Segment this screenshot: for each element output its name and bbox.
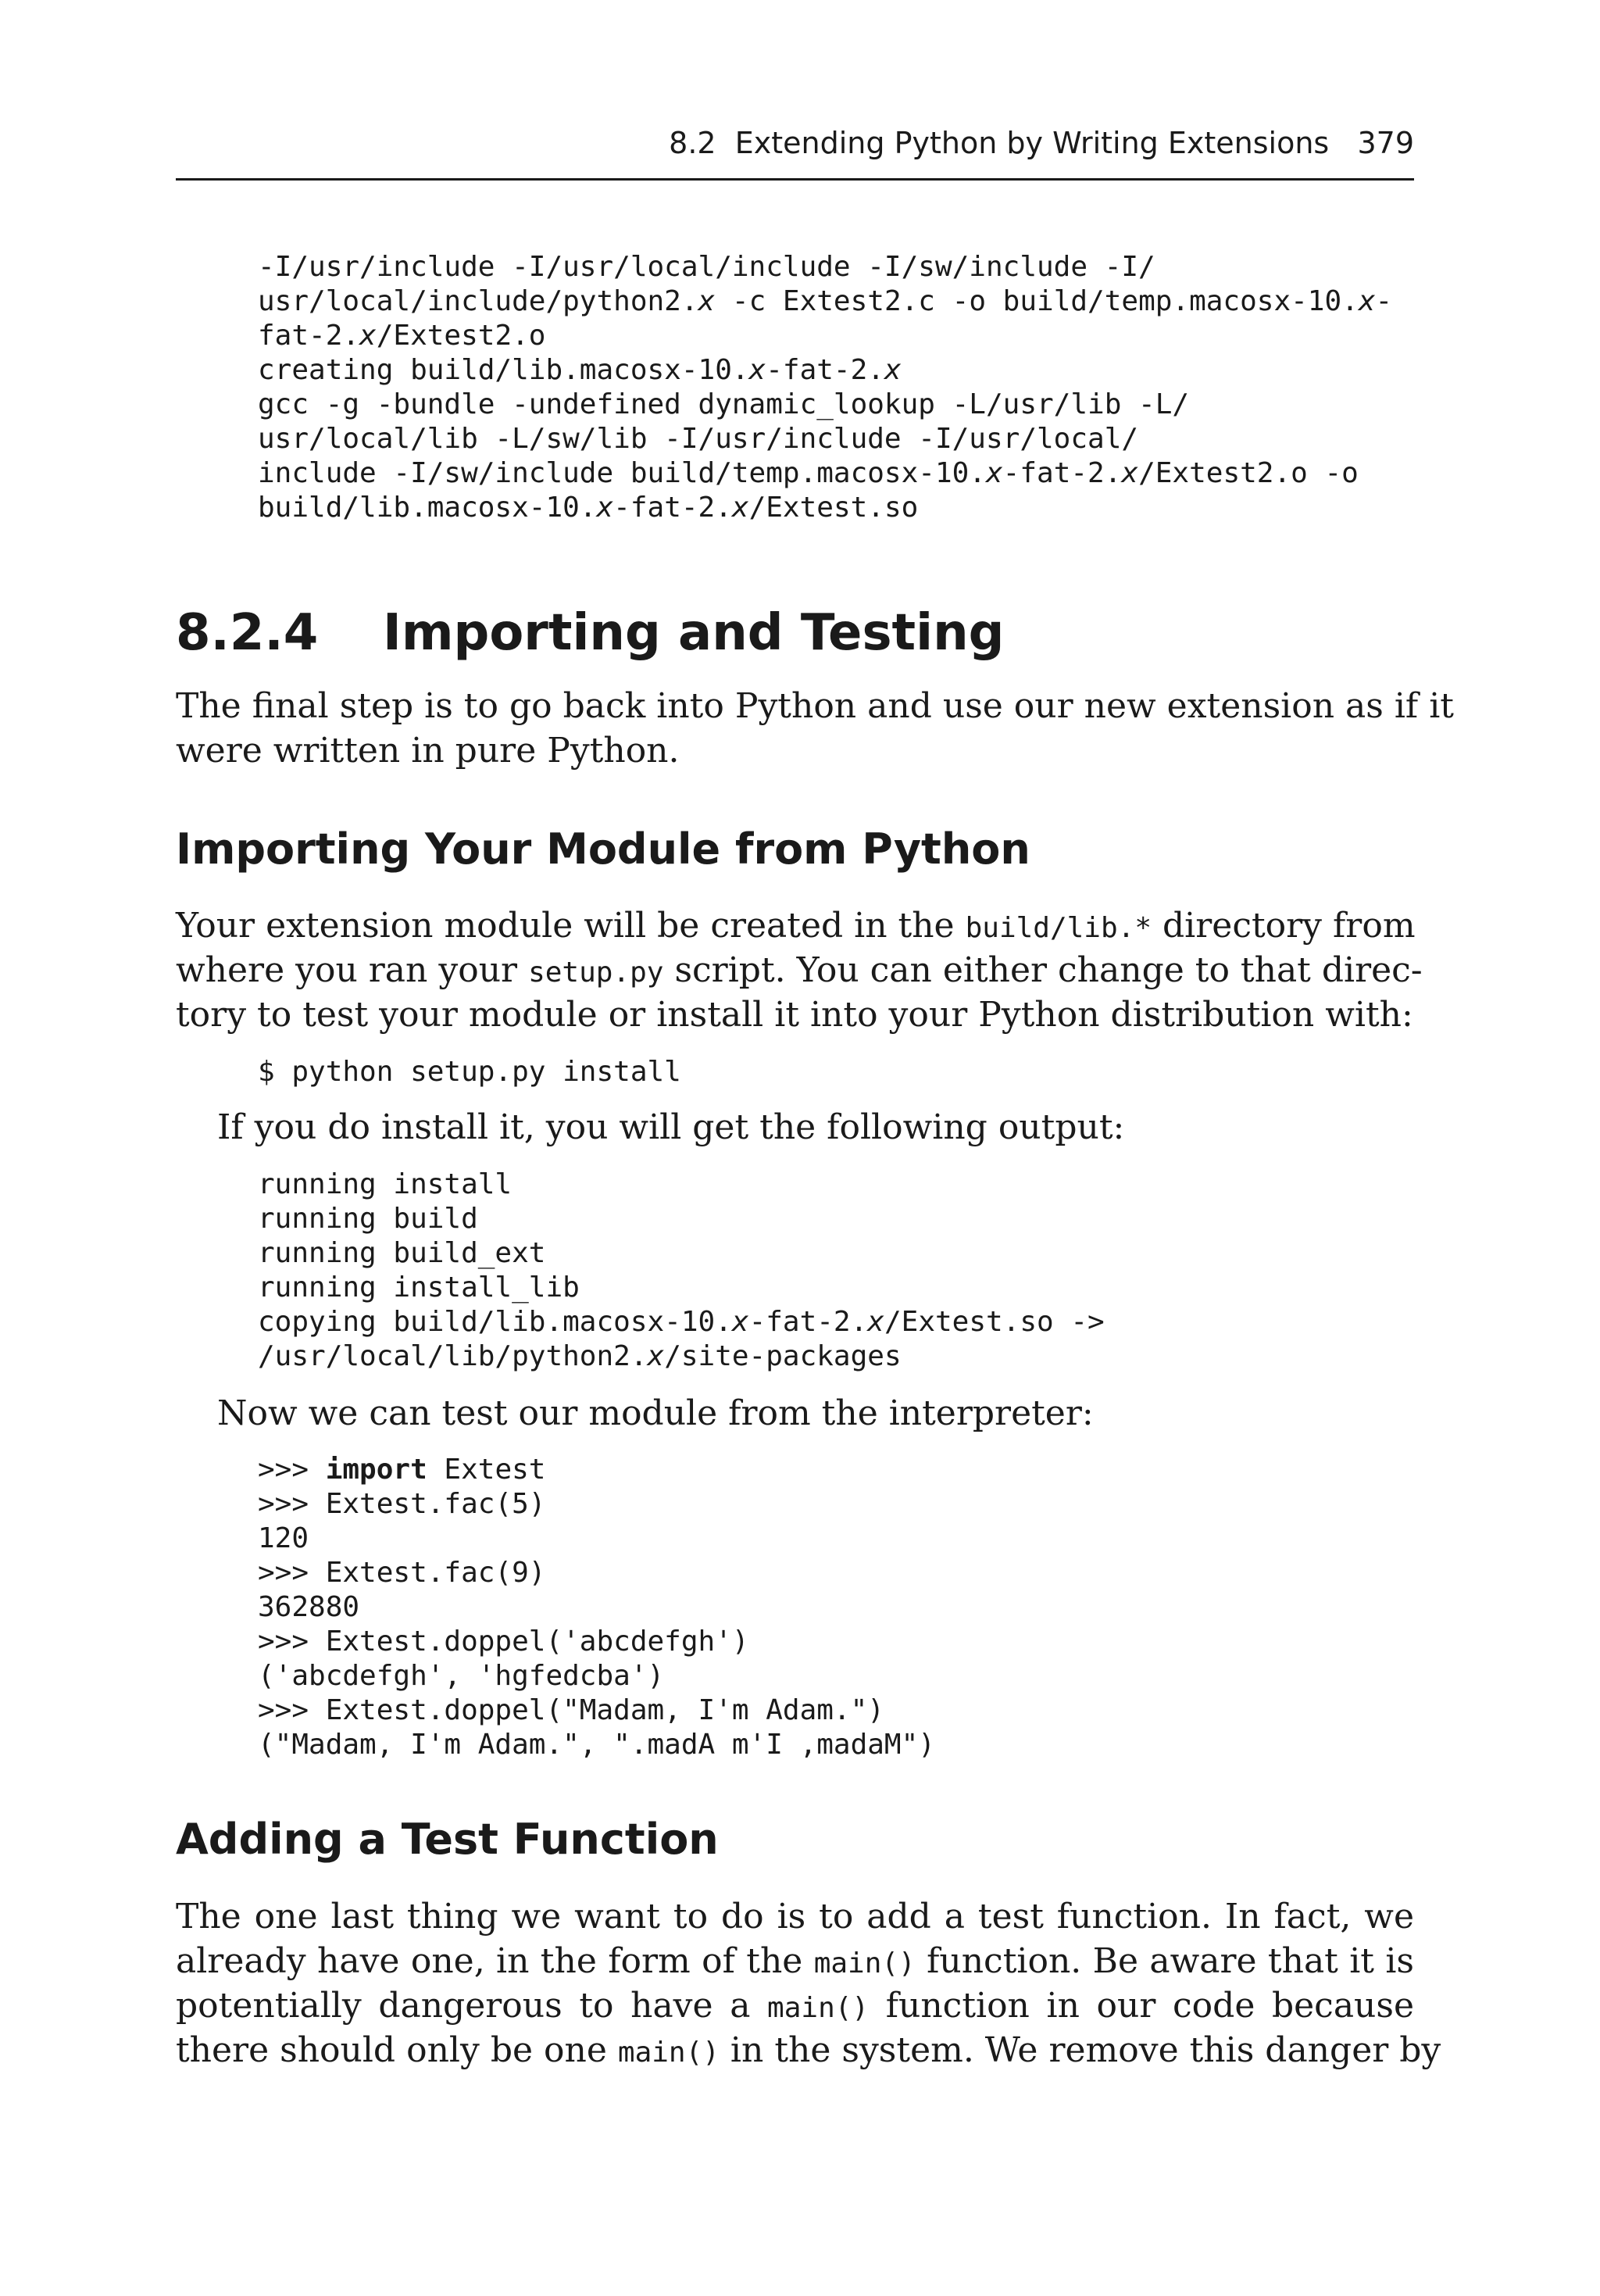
section-title: Importing and Testing [383, 604, 1005, 662]
text-line: The one last thing we want to do is to add a test function. In fact, we [176, 1897, 1414, 1937]
code-block-interpreter-session [258, 1453, 935, 1762]
code-line: usr/local/include/python2.x -c Extest2.c -o build/temp.macosx-10.x- [258, 285, 1393, 317]
code-line: running install_lib [258, 1271, 580, 1304]
running-head-section: 8.2 Extending Python by Writing Extensions [669, 126, 1330, 160]
intro-paragraph [176, 684, 1454, 773]
code-line: usr/local/lib -L/sw/lib -I/usr/include -I/usr/local/ [258, 423, 1139, 455]
code-block-install-output [258, 1168, 1105, 1374]
install-command: $ python setup.py install [258, 1056, 681, 1088]
code-line: >>> Extest.fac(9) [258, 1557, 546, 1589]
page-number: 379 [1357, 126, 1414, 160]
text-line: Your extension module will be created in the build/lib.* directory from [176, 906, 1416, 946]
subheading-test-function: Adding a Test Function [176, 1815, 719, 1864]
install-output-intro: If you do install it, you will get the following output: [217, 1107, 1125, 1147]
code-line: gcc -g -bundle -undefined dynamic_lookup -L/usr/lib -L/ [258, 388, 1190, 420]
module-location-paragraph [176, 903, 1423, 1037]
text-line: potentially dangerous to have a main() function in our code because [176, 1986, 1415, 2026]
code-line: running install [258, 1168, 512, 1200]
code-line: build/lib.macosx-10.x-fat-2.x/Extest.so [258, 492, 919, 524]
text-line: The final step is to go back into Python and use our new extension as if it [176, 686, 1454, 726]
code-line: >>> import Extest [258, 1454, 546, 1486]
code-line: >>> Extest.doppel("Madam, I'm Adam.") [258, 1694, 884, 1726]
subheading-importing-module: Importing Your Module from Python [176, 824, 1030, 874]
code-line: /usr/local/lib/python2.x/site-packages [258, 1340, 902, 1372]
test-function-paragraph [176, 1894, 1441, 2072]
code-block-build-output [258, 250, 1392, 525]
text-line: there should only be one main() in the system. We remove this danger by [176, 2030, 1441, 2070]
code-line: 362880 [258, 1591, 360, 1623]
header-rule [176, 178, 1414, 181]
code-line: running build_ext [258, 1237, 546, 1269]
code-line: creating build/lib.macosx-10.x-fat-2.x [258, 354, 902, 386]
code-line: -I/usr/include -I/usr/local/include -I/sw/include -I/ [258, 251, 1155, 283]
code-line: copying build/lib.macosx-10.x-fat-2.x/Extest.so -> [258, 1306, 1105, 1338]
text-line: already have one, in the form of the main() function. Be aware that it is [176, 1941, 1414, 1981]
section-heading [176, 602, 1004, 664]
code-line: fat-2.x/Extest2.o [258, 320, 546, 352]
code-line: ('abcdefgh', 'hgfedcba') [258, 1660, 665, 1692]
section-number: 8.2.4 [176, 604, 319, 662]
code-line: >>> Extest.fac(5) [258, 1488, 546, 1520]
code-line: 120 [258, 1522, 309, 1554]
code-line: >>> Extest.doppel('abcdefgh') [258, 1625, 749, 1658]
running-head [176, 123, 1414, 163]
text-line: were written in pure Python. [176, 731, 680, 771]
text-line: where you ran your setup.py script. You can either change to that direc- [176, 950, 1423, 990]
code-line: ("Madam, I'm Adam.", ".madA m'I ,madaM") [258, 1729, 935, 1761]
interpreter-intro: Now we can test our module from the interpreter: [217, 1393, 1094, 1433]
code-line: include -I/sw/include build/temp.macosx-10.x-fat-2.x/Extest2.o -o [258, 457, 1359, 489]
text-line: tory to test your module or install it into your Python distribution with: [176, 995, 1413, 1035]
code-line: running build [258, 1203, 478, 1235]
